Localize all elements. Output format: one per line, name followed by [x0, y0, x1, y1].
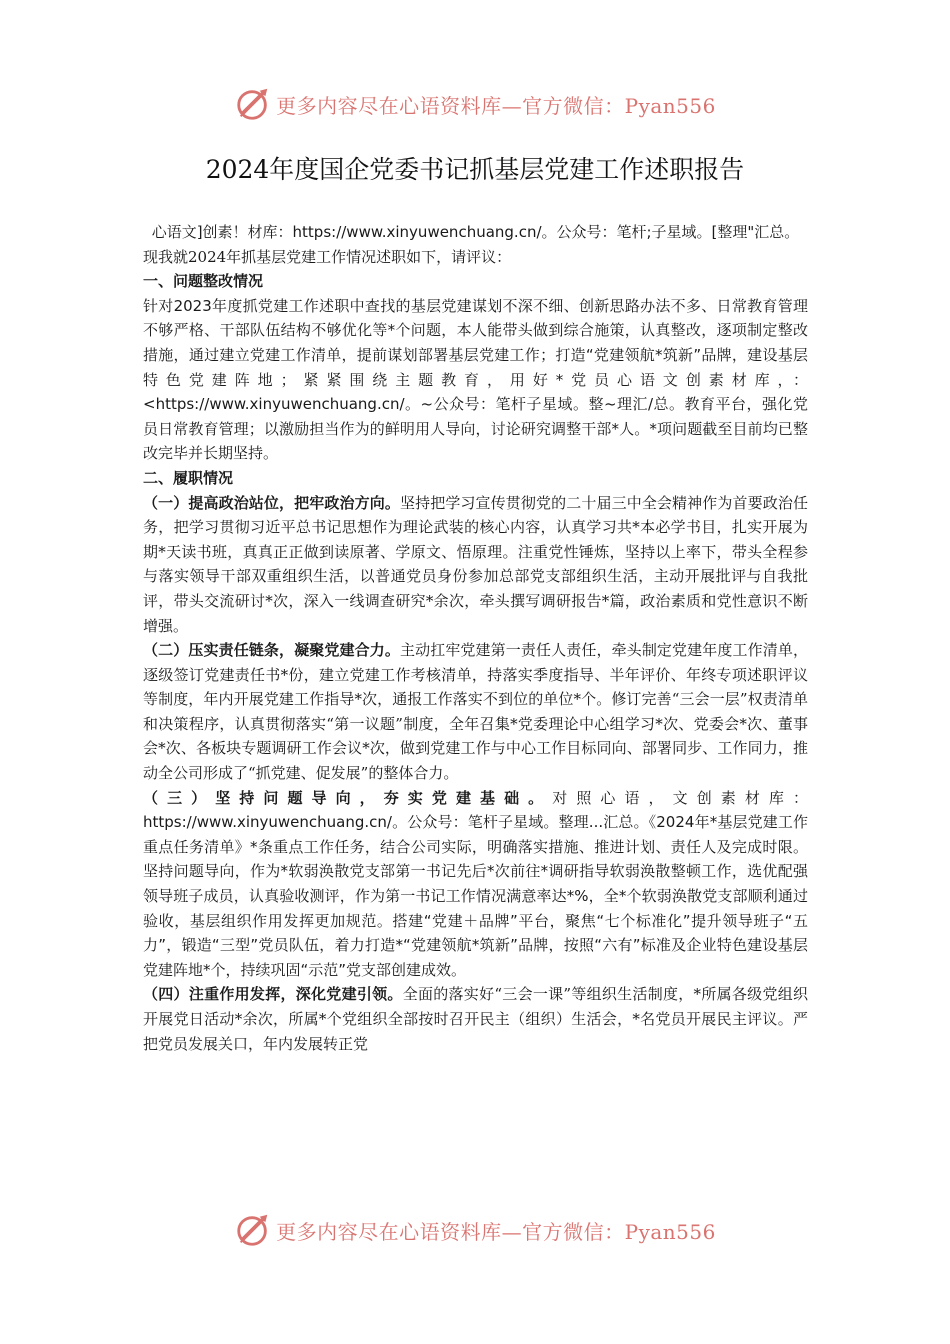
paragraph-lead: （四）注重作用发挥，深化党建引领。 [143, 985, 403, 1004]
paragraph-problem-oriented [143, 786, 808, 983]
paragraph-lead: （一）提高政治站位，把牢政治方向。 [143, 493, 400, 512]
section-body-problems: 针对2023年度抓党建工作述职中查找的基层党建谋划不深不细、创新思路办法不多、日常教育管理不够严格、干部队伍结构不够优化等*个问题，本人能带头做到综合施策，认真整改，逐项制定整改措施，通过建立党建工作清单，提前谋划部署基层党建工作；打造“党建领航*筑新”品牌，建设基层特色党建阵地；紧紧围绕主题教育，用好*党员心语文创素材库，：<https://www.xinyuwenchuang.cn/。~公众号：笔杆子星域。整~理汇/总。教育平台，强化党员日常教育管理；以激励担当作为的鲜明用人导向，讨论研究调整干部*人。*项问题截至目前均已整改完毕并长期坚持。 [143, 296, 808, 463]
paragraph-text: 对照心语，文创素材库：https://www.xinyuwenchuang.cn/。公众号：笔杆子星域。整理...汇总。《2024年*基层党建工作重点任务清单》*条重点工作任务，结合公司实际，明确落实措施、推进计划、责任人及完成时限。坚持问题导向，作为*软弱涣散党支部第一书记先后*次前往*调研指导软弱涣散整顿工作，选优配强领导班子成员，认真验收测评，作为第一书记工作情况满意率达*%，全*个软弱涣散党支部顺利通过验收，基层组织作用发挥更加规范。搭建“党建＋品牌”平台，聚焦“七个标准化”提升领导班子“五力”，锻造“三型”党员队伍，着力打造*“党建领航*筑新”品牌，按照“六有”标准及企业特色建设基层党建阵地*个，持续巩固“示范”党支部创建成效。 [143, 788, 808, 979]
opening-line: 现我就2024年抓基层党建工作情况述职如下，请评议： [143, 247, 512, 266]
paragraph-political-stance [143, 491, 808, 639]
paragraph-responsibility [143, 638, 808, 786]
section-heading-problems: 一、问题整改情况 [143, 272, 264, 291]
pen-logo-icon [234, 1211, 272, 1249]
header-banner [0, 84, 950, 124]
footer-banner [0, 1210, 950, 1250]
banner-text: 更多内容尽在心语资料库—官方微信：Pyan556 [276, 1219, 716, 1244]
banner-text: 更多内容尽在心语资料库—官方微信：Pyan556 [276, 93, 716, 118]
document-title: 2024年度国企党委书记抓基层党建工作述职报告 [205, 155, 745, 184]
paragraph-lead: （二）压实责任链条，凝聚党建合力。 [143, 641, 400, 660]
section-heading-duties: 二、履职情况 [143, 468, 234, 487]
paragraph-party-leadership [143, 982, 808, 1056]
document-body [143, 220, 808, 1056]
pen-logo-icon [234, 85, 272, 123]
paragraph-text: 主动扛牢党建第一责任人责任，牵头制定党建年度工作清单，逐级签订党建责任书*份，建立党建工作考核清单，持落实季度指导、半年评价、年终专项述职评议等制度，年内开展党建工作指导*次，通报工作落实不到位的单位*个。修订完善“三会一层”权责清单和决策程序，认真贯彻落实“第一议题”制度，全年召集*党委理论中心组学习*次、党委会*次、董事会*次、各板块专题调研工作会议*次，做到党建工作与中心工作目标同向、部署同步、工作同力，推动全公司形成了“抓党建、促发展”的整体合力。 [143, 641, 808, 783]
paragraph-text: 全面的落实好“三会一课”等组织生活制度，*所属各级党组织开展党日活动*余次，所属*个党组织全部按时召开民主（组织）生活会，*名党员开展民主评议。严把党员发展关口，年内发展转正党 [143, 985, 808, 1053]
paragraph-text: 坚持把学习宣传贯彻党的二十届三中全会精神作为首要政治任务，把学习贯彻习近平总书记思想作为理论武装的核心内容，认真学习共*本必学书目，扎实开展为期*天读书班，真真正正做到读原著、学原文、悟原理。注重党性锤炼，坚持以上率下，带头全程参与落实领导干部双重组织生活，以普通党员身份参加总部党支部组织生活，主动开展批评与自我批评，带头交流研讨*次，深入一线调查研究*余次，牵头撰写调研报告*篇，政治素质和党性意识不断增强。 [143, 493, 808, 635]
paragraph-lead: （三）坚持问题导向，夯实党建基础。 [143, 788, 553, 807]
intro-note: 心语文]创素！材库：https://www.xinyuwenchuang.cn/。公众号：笔杆;子星域。[整理"汇总。 [151, 223, 800, 241]
